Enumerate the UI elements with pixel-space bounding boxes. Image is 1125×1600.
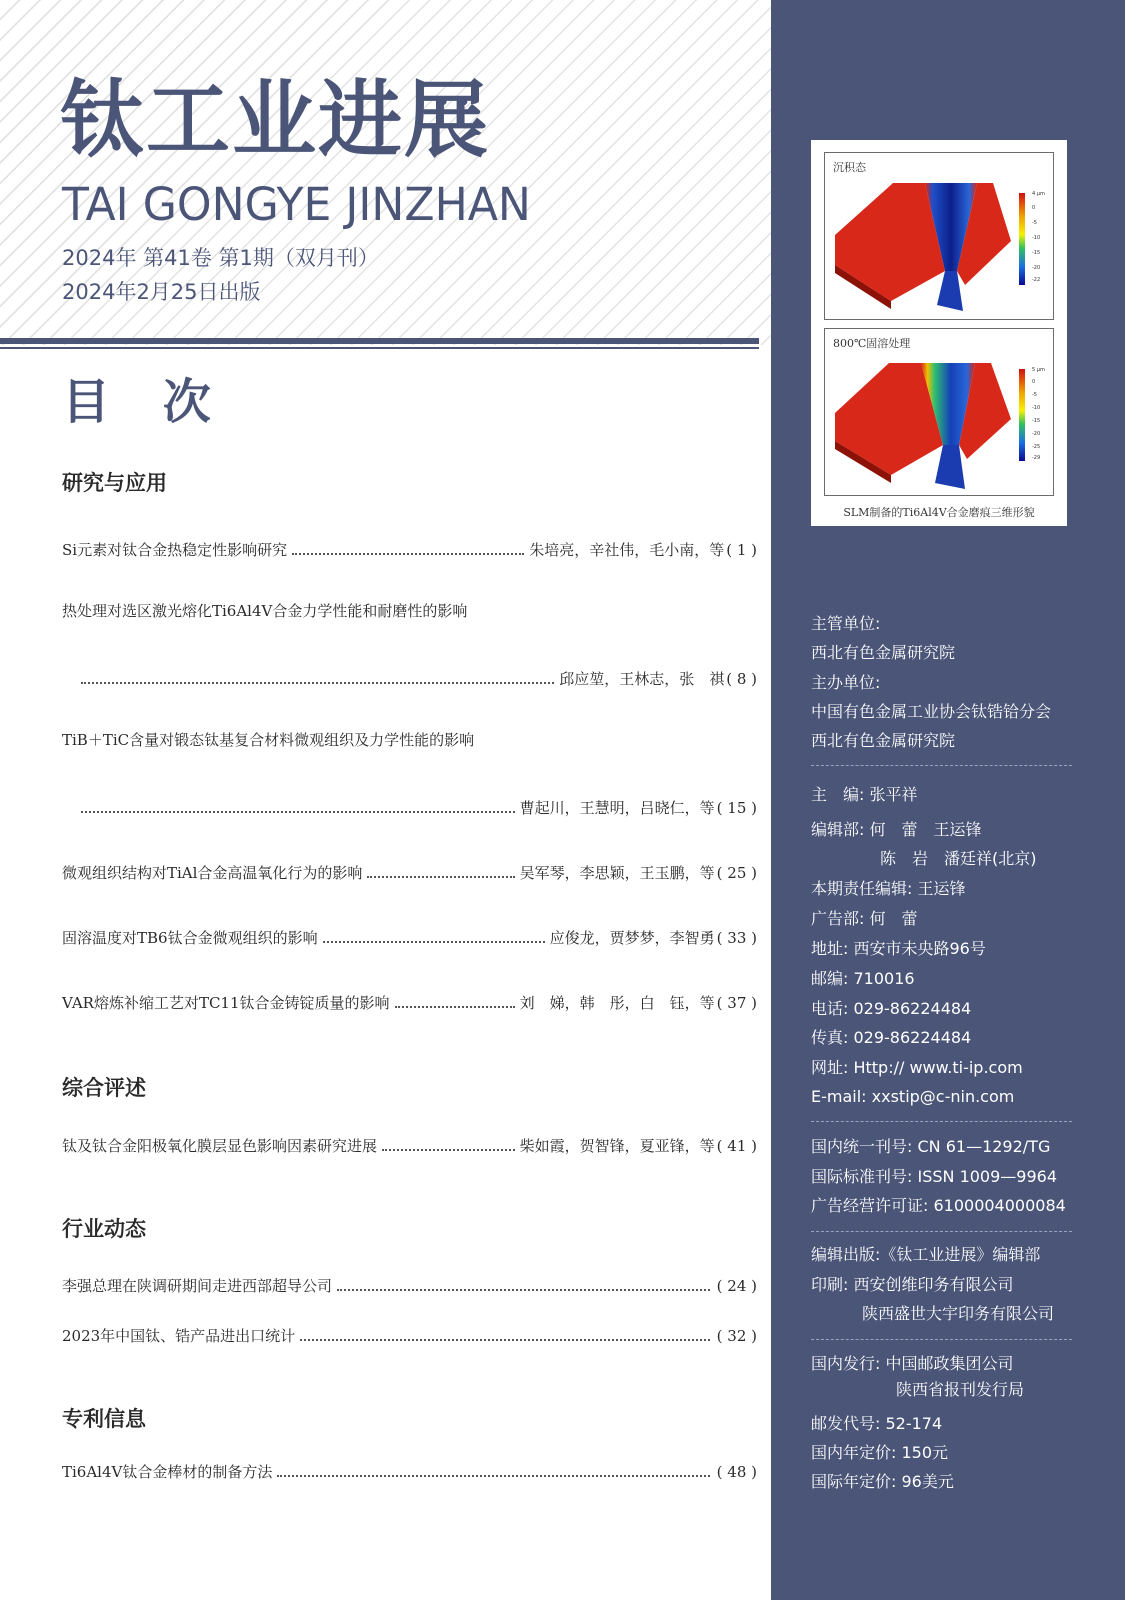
entry-authors: 曹起川，王慧明，吕晓仁，等: [519, 799, 715, 817]
supervisor-label: 主管单位:: [811, 614, 881, 633]
publication-date: 2024年2月25日出版: [62, 280, 261, 304]
sponsor-2: 西北有色金属研究院: [811, 731, 956, 750]
entry-authors: 邱应堃，王林志，张 祺: [559, 670, 725, 688]
issue-info: 2024年 第41卷 第1期（双月刊）: [62, 246, 379, 270]
printer: 印刷: 西安创维印务有限公司: [811, 1275, 1014, 1294]
toc-heading: 目 次: [62, 374, 229, 430]
wear-scar-3d-plot: [825, 329, 1053, 495]
section-title-industry-news: 行业动态: [62, 1217, 146, 1241]
dot-leader: [292, 553, 524, 555]
scale-tick: 0: [1032, 379, 1036, 385]
header-rule-thin: [0, 347, 759, 349]
figure-panel-deposited: [824, 152, 1054, 320]
address: 地址: 西安市未央路96号: [811, 939, 986, 958]
dot-leader: [81, 682, 554, 684]
entry-authors: 吴军琴，李思颖，王玉鹏，等: [519, 864, 715, 882]
toc-entry[interactable]: [62, 988, 757, 1012]
scale-tick: -20: [1032, 431, 1041, 437]
dot-leader: [277, 1475, 709, 1477]
toc-entry[interactable]: [62, 1131, 757, 1155]
panel-label: 800℃固溶处理: [833, 337, 911, 350]
publisher: 编辑出版:《钛工业进展》编辑部: [811, 1245, 1041, 1264]
section-title-patents: 专利信息: [62, 1407, 146, 1431]
entry-title: VAR熔炼补缩工艺对TC11钛合金铸锭质量的影响: [62, 994, 390, 1012]
section-title-research: 研究与应用: [62, 471, 167, 495]
editorial-staff: 编辑部: 何 蕾 王运锋: [811, 820, 982, 839]
supervisor: 西北有色金属研究院: [811, 643, 956, 662]
entry-page: ( 1 ): [726, 541, 757, 559]
editorial-staff-cont: 陈 岩 潘廷祥(北京): [880, 849, 1037, 868]
scale-tick: -29: [1032, 455, 1041, 461]
cover-figure: [811, 140, 1067, 526]
entry-page: ( 24 ): [716, 1277, 757, 1295]
entry-authors: 应俊龙，贾梦梦，李智勇: [549, 929, 715, 947]
entry-title: 固溶温度对TB6钛合金微观组织的影响: [62, 929, 318, 947]
scale-tick: -20: [1032, 265, 1041, 271]
entry-page: ( 15 ): [716, 799, 757, 817]
entry-page: ( 37 ): [716, 994, 757, 1012]
toc-entry[interactable]: [76, 664, 757, 688]
ad-license: 广告经营许可证: 6100004000084: [811, 1196, 1066, 1215]
entry-authors: 柴如霞，贺智锋，夏亚锋，等: [519, 1137, 715, 1155]
divider: [811, 1339, 1072, 1340]
scale-tick: -10: [1032, 405, 1041, 411]
scale-tick: -5: [1032, 392, 1037, 398]
divider: [811, 765, 1072, 766]
toc-entry[interactable]: [62, 535, 757, 559]
dot-leader: [367, 876, 514, 878]
scale-tick: -5: [1032, 220, 1037, 226]
panel-label: 沉积态: [833, 161, 866, 174]
postcode: 邮编: 710016: [811, 969, 915, 988]
cn-number: 国内统一刊号: CN 61—1292/TG: [811, 1137, 1051, 1156]
journal-title-cn: 钛工业进展: [60, 71, 491, 169]
scale-tick: -22: [1032, 277, 1041, 283]
entry-authors: 朱培亮，辛社伟，毛小南，等: [529, 541, 725, 559]
dot-leader: [395, 1006, 515, 1008]
distributor-2: 陕西省报刊发行局: [896, 1380, 1025, 1399]
entry-title: Si元素对钛合金热稳定性影响研究: [62, 541, 288, 559]
dot-leader: [382, 1149, 515, 1151]
toc-entry[interactable]: [62, 923, 757, 947]
header-rule: [0, 338, 759, 344]
issn: 国际标准刊号: ISSN 1009—9964: [811, 1167, 1058, 1186]
toc-entry[interactable]: [62, 1457, 757, 1481]
fax: 传真: 029-86224484: [811, 1028, 972, 1047]
website-link[interactable]: 网址: Http:// www.ti-ip.com: [811, 1058, 1023, 1077]
scale-tick: -15: [1032, 250, 1041, 256]
entry-title: 钛及钛合金阳极氧化膜层显色影响因素研究进展: [62, 1137, 378, 1155]
entry-authors: 刘 娣，韩 彤，白 钰，等: [519, 994, 715, 1012]
domestic-annual-price: 国内年定价: 150元: [811, 1443, 949, 1462]
divider: [811, 1231, 1072, 1232]
scale-tick: 4 μm: [1032, 191, 1045, 197]
distributor: 国内发行: 中国邮政集团公司: [811, 1354, 1014, 1373]
printer-2: 陕西盛世大宇印务有限公司: [862, 1304, 1055, 1323]
ad-department: 广告部: 何 蕾: [811, 909, 918, 928]
sponsor-1: 中国有色金属工业协会钛锆铪分会: [811, 702, 1052, 721]
dot-leader: [300, 1339, 709, 1341]
dot-leader: [81, 811, 515, 813]
wear-scar-3d-plot: [825, 153, 1053, 319]
entry-title[interactable]: 热处理对选区激光熔化Ti6Al4V合金力学性能和耐磨性的影响: [62, 602, 468, 620]
entry-page: ( 41 ): [716, 1137, 757, 1155]
figure-panel-solution-treated: [824, 328, 1054, 496]
scale-tick: -15: [1032, 418, 1041, 424]
toc-entry[interactable]: [62, 1321, 757, 1345]
scale-tick: -10: [1032, 235, 1041, 241]
figure-caption: SLM制备的Ti6Al4V合金磨痕三维形貌: [843, 506, 1035, 519]
email-link[interactable]: E-mail: xxstip@c-nin.com: [811, 1087, 1015, 1106]
entry-page: ( 48 ): [716, 1463, 757, 1481]
divider: [811, 1121, 1072, 1122]
scale-tick: 5 μm: [1032, 367, 1045, 373]
phone: 电话: 029-86224484: [811, 999, 972, 1018]
chief-editor: 主 编: 张平祥: [811, 785, 918, 804]
dot-leader: [337, 1289, 710, 1291]
entry-title: 微观组织结构对TiAl合金高温氧化行为的影响: [62, 864, 363, 882]
issue-editor: 本期责任编辑: 王运锋: [811, 879, 966, 898]
international-annual-price: 国际年定价: 96美元: [811, 1472, 954, 1491]
section-title-review: 综合评述: [62, 1076, 146, 1100]
journal-title-en: TAI GONGYE JINZHAN: [62, 178, 531, 231]
dot-leader: [323, 941, 545, 943]
entry-page: ( 33 ): [716, 929, 757, 947]
entry-title: Ti6Al4V钛合金棒材的制备方法: [62, 1463, 273, 1481]
entry-page: ( 25 ): [716, 864, 757, 882]
entry-page: ( 8 ): [726, 670, 757, 688]
postal-distribution-code: 邮发代号: 52-174: [811, 1414, 943, 1433]
entry-title: 李强总理在陕调研期间走进西部超导公司: [62, 1277, 333, 1295]
scale-tick: 0: [1032, 205, 1036, 211]
entry-title[interactable]: TiB＋TiC含量对锻态钛基复合材料微观组织及力学性能的影响: [62, 731, 475, 749]
entry-title: 2023年中国钛、锆产品进出口统计: [62, 1327, 296, 1345]
toc-entry[interactable]: [62, 1271, 757, 1295]
toc-entry[interactable]: [62, 858, 757, 882]
entry-page: ( 32 ): [716, 1327, 757, 1345]
sponsor-label: 主办单位:: [811, 673, 881, 692]
scale-tick: -25: [1032, 444, 1041, 450]
toc-entry[interactable]: [76, 793, 757, 817]
